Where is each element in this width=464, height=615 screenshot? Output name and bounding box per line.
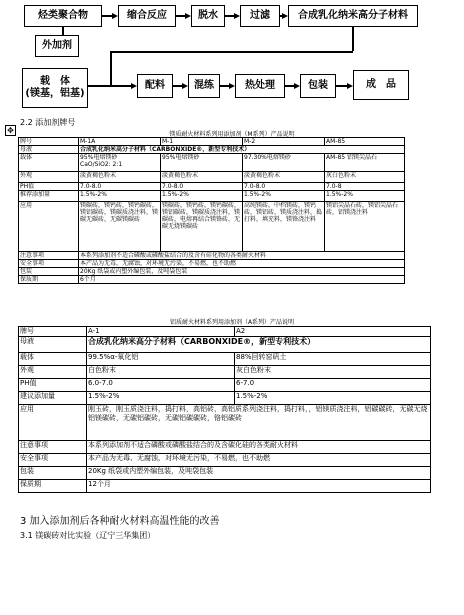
table-row	[19, 146, 405, 154]
table-row	[19, 392, 431, 405]
table-cell: A-1	[87, 327, 235, 337]
table-cell: 刚玉砖，刚玉质浇注料，捣打料，高铝砖，高铝质系列浇注料，捣打料，，铝镁质浇注料，铝碳碳砖，无碳无烧铝镁碳砖，无碳铝碳砖，无碳铝碳碳砖，铬铝碳砖	[87, 405, 431, 441]
flow-box-heat-treatment: 热处理	[235, 74, 285, 98]
table-cell: PH值	[19, 379, 87, 392]
flow-box-filtration: 过滤	[240, 5, 280, 27]
table-cell: 本系列添加剂不适合磷酸或磷酸盐结合的及含有硅化物的各类耐火材料	[79, 252, 405, 260]
table-row	[19, 379, 431, 392]
table-cell: 本产品为无毒，无腐蚀，对环境无污染，不易燃，也不助燃	[79, 260, 405, 268]
table-cell: 载体	[19, 154, 79, 172]
table-move-handle-icon[interactable]: ✥	[5, 125, 16, 136]
table-cell: 注意事项	[19, 441, 87, 454]
flow-box-condensation: 缩合反应	[118, 5, 176, 27]
flow-box-carrier: 载 体 (镁基，铝基)	[22, 68, 88, 108]
flow-box-raw-material: 烃类聚合物	[24, 5, 102, 27]
flow-box-packaging: 包装	[300, 74, 336, 98]
table2-caption: 铝质耐火材料系列用添加剂（A系列）产品说明	[169, 319, 295, 326]
table1-caption: 镁质耐火材料系列用添加剂（M系列）产品说明	[169, 131, 295, 138]
table-cell: 母液	[19, 337, 87, 353]
table-cell: 高纯镁砖，中档镁砖，镁钙砖，镁铝砖，镁质浇注料，捣打料，填充料，镁铬浇注料	[243, 202, 325, 252]
table-cell: 包装	[19, 268, 79, 276]
table-cell: AM-85	[325, 138, 405, 146]
table-row	[19, 252, 405, 260]
table-row	[19, 327, 431, 337]
flow-line	[62, 27, 64, 35]
table-cell: 母液	[19, 146, 79, 154]
table-row	[19, 276, 405, 284]
table-row	[19, 441, 431, 454]
table-cell: 7.0-8.0	[79, 183, 161, 191]
table-cell: 安全事项	[19, 260, 79, 268]
table-cell: 镁碳砖，镁钙砖，镁钙碳砖，镁铝碳砖，镁碳质浇注料，镁碳无碳砖，无碳镁碳砖	[79, 202, 161, 252]
table-m-series	[18, 137, 405, 284]
table-cell: 镁铝尖晶石砖，镁铝尖晶石砖，铝镁浇注料	[325, 202, 405, 252]
flow-box-dehydration: 脱水	[191, 5, 225, 27]
flow-line	[352, 27, 354, 51]
table-row	[19, 172, 405, 183]
table-cell: 95%电熔镁砂	[161, 154, 243, 172]
table-cell: 6个月	[79, 276, 405, 284]
table-cell: 淡黄褐色粉末	[79, 172, 161, 183]
table-row	[19, 138, 405, 146]
table-row	[19, 353, 431, 366]
table-row	[19, 202, 405, 252]
section-3-1-heading: 3.1 镁碳砖对比实验（辽宁三华集团）	[20, 531, 156, 540]
table-cell: 注意事项	[19, 252, 79, 260]
flow-box-finished: 成 品	[353, 70, 409, 100]
flow-box-product: 合成乳化纳米高分子材料	[288, 5, 418, 27]
table-cell: PH值	[19, 183, 79, 191]
table-cell: 牌号	[19, 138, 79, 146]
table-cell: 灰白色粉末	[235, 366, 431, 379]
table-cell: 外观	[19, 366, 87, 379]
table-cell: 12个月	[87, 480, 431, 493]
table-cell: 1.5%-2%	[87, 392, 235, 405]
table-row	[19, 467, 431, 480]
table-cell: 包装	[19, 467, 87, 480]
table-cell: 淡黄褐色粉末	[243, 172, 325, 183]
table-cell: 镁碳砖，镁钙砖，镁钙碳砖，镁铝碳砖，镁碳质浇注料，镁碳砖，电熔再结合镁铬砖，无碳无烧镁碳砖	[161, 202, 243, 252]
flow-line	[110, 51, 353, 53]
table-cell: 1.5%-2%	[161, 191, 243, 202]
table-cell: 20Kg 纸袋或内塑外编包装，及吨袋包装	[79, 268, 405, 276]
table-row	[19, 191, 405, 202]
table-cell: M-1	[161, 138, 243, 146]
table-cell: 7.0-8.0	[161, 183, 243, 191]
flow-box-batching: 配料	[137, 74, 173, 98]
table-cell: 本系列添加剂不适合磷酸或磷酸盐结合的及含碳化硅的各类耐火材料	[87, 441, 431, 454]
table-row	[19, 480, 431, 493]
table-cell: 7.0-8	[325, 183, 405, 191]
table-cell: 6-7.0	[235, 379, 431, 392]
table-cell: 1.5%-2%	[243, 191, 325, 202]
table-row	[19, 337, 431, 353]
table-cell: 牌号	[19, 327, 87, 337]
table-cell: AM-85 铝镁尖晶石	[325, 154, 405, 172]
table-cell: 99.5%α-氧化铝	[87, 353, 235, 366]
table-a-series	[18, 326, 431, 493]
table-cell: 合成乳化纳米高分子材料（CARBONXIDE®，新型专利技术）	[87, 337, 431, 353]
flow-line	[88, 85, 132, 87]
table-cell: 1.5%-2%	[235, 392, 431, 405]
table-cell: 建议添加量	[19, 392, 87, 405]
table-row	[19, 154, 405, 172]
table-cell: 1.5%-2%	[325, 191, 405, 202]
table-cell: 合成乳化纳米高分子材料（CARBONXIDE®，新型专利技术）	[79, 146, 405, 154]
table-cell: 本产品为无毒、无腐蚀，对环境无污染，不易燃，也不助燃	[87, 454, 431, 467]
flow-box-additive: 外加剂	[35, 35, 79, 57]
table-row	[19, 183, 405, 191]
table-cell: 保质期	[19, 480, 87, 493]
table-cell: 安全事项	[19, 454, 87, 467]
table-cell: 推荐添加量	[19, 191, 79, 202]
table-cell: M-2	[243, 138, 325, 146]
section-3-heading: 3 加入添加剂后各种耐火材料高温性能的改善	[20, 516, 220, 527]
table-row	[19, 454, 431, 467]
table-cell: 97.30%电熔镁砂	[243, 154, 325, 172]
flow-box-mixing: 混练	[188, 74, 220, 98]
flow-line	[110, 51, 112, 85]
table-row	[19, 366, 431, 379]
section-2-2-heading: 2.2 添加剂牌号	[20, 118, 76, 127]
table-cell: 95%电熔镁砂 CaO/SiO2: 2:1	[79, 154, 161, 172]
table-cell: 淡黄褐色粉末	[161, 172, 243, 183]
table-row	[19, 405, 431, 441]
table-cell: 20Kg 纸袋或内塑外编包装，及吨袋包装	[87, 467, 431, 480]
table-cell: 应用	[19, 405, 87, 441]
table-cell: 7.0-8.0	[243, 183, 325, 191]
table-row	[19, 268, 405, 276]
table-cell: 保质期	[19, 276, 79, 284]
table-cell: A2	[235, 327, 431, 337]
table-cell: 88%回转窑矾土	[235, 353, 431, 366]
table-cell: 白色粉末	[87, 366, 235, 379]
table-cell: 载体	[19, 353, 87, 366]
table-cell: 灰白色粉末	[325, 172, 405, 183]
table-cell: 1.5%-2%	[79, 191, 161, 202]
table-cell: 6.0-7.0	[87, 379, 235, 392]
table-cell: M-1A	[79, 138, 161, 146]
table-cell: 外观	[19, 172, 79, 183]
table-cell: 应用	[19, 202, 79, 252]
table-row	[19, 260, 405, 268]
